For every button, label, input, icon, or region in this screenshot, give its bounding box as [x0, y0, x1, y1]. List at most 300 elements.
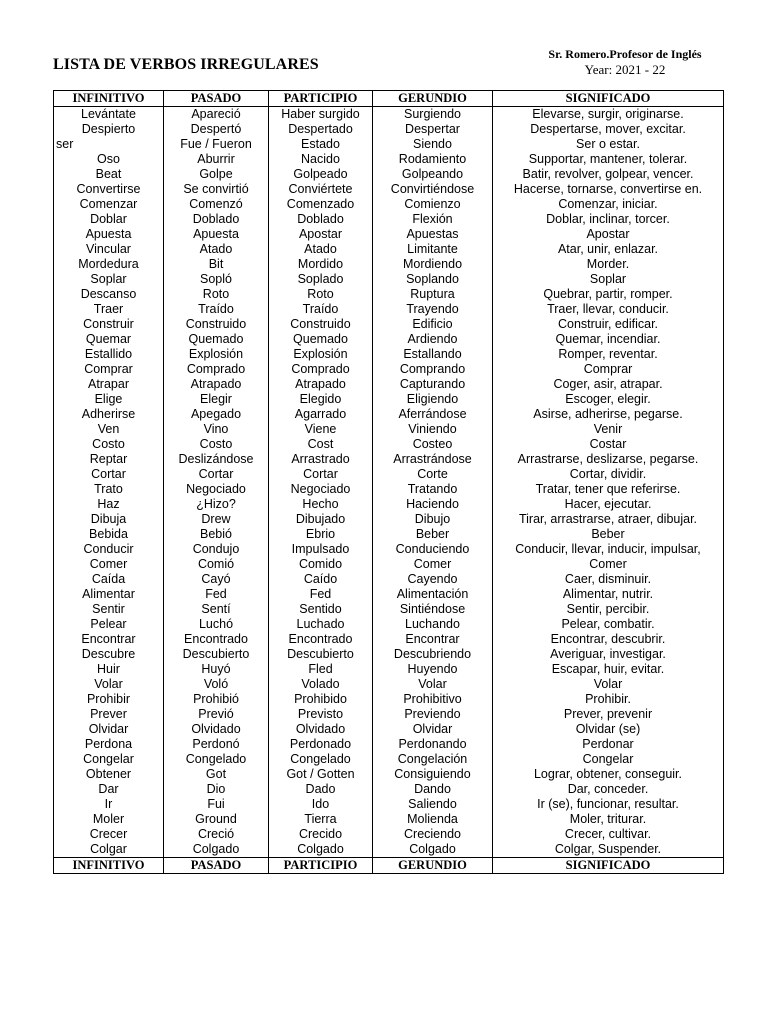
cell-pasado: Cortar	[164, 467, 269, 482]
cell-infinitivo: Prever	[54, 707, 164, 722]
cell-gerundio: Perdonando	[373, 737, 493, 752]
cell-infinitivo: Dibuja	[54, 512, 164, 527]
table-row	[54, 527, 724, 542]
cell-participio: Dibujado	[269, 512, 373, 527]
cell-gerundio: Ardiendo	[373, 332, 493, 347]
cell-gerundio: Soplando	[373, 272, 493, 287]
table-row	[54, 242, 724, 257]
footer-infinitivo: INFINITIVO	[54, 858, 164, 874]
cell-pasado: Fue / Fueron	[164, 137, 269, 152]
cell-significado: Volar	[493, 677, 724, 692]
cell-significado: Arrastrarse, deslizarse, pegarse.	[493, 452, 724, 467]
table-row	[54, 212, 724, 227]
cell-gerundio: Surgiendo	[373, 107, 493, 123]
table-row	[54, 647, 724, 662]
table-row	[54, 437, 724, 452]
cell-gerundio: Capturando	[373, 377, 493, 392]
cell-significado: Alimentar, nutrir.	[493, 587, 724, 602]
cell-significado: Venir	[493, 422, 724, 437]
table-row	[54, 752, 724, 767]
cell-participio: Tierra	[269, 812, 373, 827]
cell-gerundio: Saliendo	[373, 797, 493, 812]
table-row	[54, 107, 724, 123]
table-row	[54, 722, 724, 737]
header-infinitivo: INFINITIVO	[54, 91, 164, 107]
cell-pasado: Costo	[164, 437, 269, 452]
cell-gerundio: Corte	[373, 467, 493, 482]
cell-gerundio: Colgado	[373, 842, 493, 858]
cell-participio: Golpeado	[269, 167, 373, 182]
cell-pasado: Comenzó	[164, 197, 269, 212]
table-row	[54, 797, 724, 812]
cell-participio: Agarrado	[269, 407, 373, 422]
cell-gerundio: Convirtiéndose	[373, 182, 493, 197]
cell-significado: Elevarse, surgir, originarse.	[493, 107, 724, 123]
cell-participio: Nacido	[269, 152, 373, 167]
footer-participio: PARTICIPIO	[269, 858, 373, 874]
cell-gerundio: Molienda	[373, 812, 493, 827]
table-row	[54, 422, 724, 437]
cell-significado: Perdonar	[493, 737, 724, 752]
cell-pasado: Se convirtió	[164, 182, 269, 197]
cell-infinitivo: Vincular	[54, 242, 164, 257]
cell-infinitivo: Trato	[54, 482, 164, 497]
table-row	[54, 377, 724, 392]
cell-participio: Prohibido	[269, 692, 373, 707]
cell-infinitivo: Comer	[54, 557, 164, 572]
table-row	[54, 572, 724, 587]
cell-gerundio: Creciendo	[373, 827, 493, 842]
cell-significado: Caer, disminuir.	[493, 572, 724, 587]
cell-pasado: Prohibió	[164, 692, 269, 707]
cell-pasado: Voló	[164, 677, 269, 692]
cell-participio: Roto	[269, 287, 373, 302]
cell-infinitivo: Pelear	[54, 617, 164, 632]
cell-pasado: Explosión	[164, 347, 269, 362]
cell-pasado: Huyó	[164, 662, 269, 677]
cell-gerundio: Comprando	[373, 362, 493, 377]
cell-participio: Previsto	[269, 707, 373, 722]
cell-pasado: Construido	[164, 317, 269, 332]
cell-participio: Ebrio	[269, 527, 373, 542]
cell-gerundio: Alimentación	[373, 587, 493, 602]
cell-pasado: Creció	[164, 827, 269, 842]
cell-gerundio: Comienzo	[373, 197, 493, 212]
cell-participio: Estado	[269, 137, 373, 152]
author-line: Sr. Romero.Profesor de Inglés	[548, 47, 702, 61]
cell-significado: Traer, llevar, conducir.	[493, 302, 724, 317]
cell-infinitivo: Moler	[54, 812, 164, 827]
cell-infinitivo: Atrapar	[54, 377, 164, 392]
cell-infinitivo: Beat	[54, 167, 164, 182]
cell-gerundio: Dando	[373, 782, 493, 797]
cell-pasado: Sentí	[164, 602, 269, 617]
cell-significado: Ser o estar.	[493, 137, 724, 152]
cell-pasado: Fui	[164, 797, 269, 812]
cell-infinitivo: Apuesta	[54, 227, 164, 242]
cell-significado: Dar, conceder.	[493, 782, 724, 797]
cell-participio: Comido	[269, 557, 373, 572]
cell-pasado: Congelado	[164, 752, 269, 767]
cell-gerundio: Apuestas	[373, 227, 493, 242]
document-header	[520, 46, 730, 78]
cell-participio: Conviértete	[269, 182, 373, 197]
table-header-row	[54, 91, 724, 107]
cell-gerundio: Siendo	[373, 137, 493, 152]
cell-infinitivo: Olvidar	[54, 722, 164, 737]
cell-pasado: Apareció	[164, 107, 269, 123]
cell-infinitivo: Despierto	[54, 122, 164, 137]
table-row	[54, 287, 724, 302]
cell-participio: Cost	[269, 437, 373, 452]
table-row	[54, 557, 724, 572]
table-row	[54, 482, 724, 497]
cell-significado: Tirar, arrastrarse, atraer, dibujar.	[493, 512, 724, 527]
table-row	[54, 227, 724, 242]
cell-participio: Atado	[269, 242, 373, 257]
cell-participio: Construido	[269, 317, 373, 332]
cell-pasado: Traído	[164, 302, 269, 317]
cell-participio: Perdonado	[269, 737, 373, 752]
cell-gerundio: Edificio	[373, 317, 493, 332]
cell-participio: Descubierto	[269, 647, 373, 662]
table-row	[54, 497, 724, 512]
cell-infinitivo: Huir	[54, 662, 164, 677]
cell-pasado: Apuesta	[164, 227, 269, 242]
cell-pasado: Aburrir	[164, 152, 269, 167]
cell-infinitivo: Bebida	[54, 527, 164, 542]
table-row	[54, 602, 724, 617]
table-row	[54, 512, 724, 527]
cell-significado: Olvidar (se)	[493, 722, 724, 737]
table-footer-row	[54, 858, 724, 874]
cell-gerundio: Comer	[373, 557, 493, 572]
cell-significado: Beber	[493, 527, 724, 542]
cell-participio: Elegido	[269, 392, 373, 407]
cell-gerundio: Limitante	[373, 242, 493, 257]
cell-pasado: Doblado	[164, 212, 269, 227]
cell-infinitivo: Descanso	[54, 287, 164, 302]
cell-pasado: Luchó	[164, 617, 269, 632]
cell-participio: Got / Gotten	[269, 767, 373, 782]
cell-gerundio: Sintiéndose	[373, 602, 493, 617]
cell-infinitivo: ser	[54, 137, 164, 152]
cell-gerundio: Mordiendo	[373, 257, 493, 272]
cell-pasado: Ground	[164, 812, 269, 827]
cell-infinitivo: Ven	[54, 422, 164, 437]
cell-infinitivo: Ir	[54, 797, 164, 812]
cell-gerundio: Prohibitivo	[373, 692, 493, 707]
cell-infinitivo: Convertirse	[54, 182, 164, 197]
cell-significado: Lograr, obtener, conseguir.	[493, 767, 724, 782]
cell-participio: Caído	[269, 572, 373, 587]
cell-infinitivo: Elige	[54, 392, 164, 407]
cell-significado: Costar	[493, 437, 724, 452]
cell-gerundio: Congelación	[373, 752, 493, 767]
table-row	[54, 452, 724, 467]
cell-pasado: Perdonó	[164, 737, 269, 752]
cell-infinitivo: Caída	[54, 572, 164, 587]
cell-significado: Romper, reventar.	[493, 347, 724, 362]
cell-gerundio: Trayendo	[373, 302, 493, 317]
cell-participio: Ido	[269, 797, 373, 812]
cell-gerundio: Huyendo	[373, 662, 493, 677]
cell-significado: Ir (se), funcionar, resultar.	[493, 797, 724, 812]
table-row	[54, 302, 724, 317]
cell-participio: Arrastrado	[269, 452, 373, 467]
cell-pasado: Drew	[164, 512, 269, 527]
cell-gerundio: Eligiendo	[373, 392, 493, 407]
cell-gerundio: Beber	[373, 527, 493, 542]
table-row	[54, 677, 724, 692]
cell-significado: Cortar, dividir.	[493, 467, 724, 482]
table-row	[54, 587, 724, 602]
cell-significado: Despertarse, mover, excitar.	[493, 122, 724, 137]
header-significado: SIGNIFICADO	[493, 91, 724, 107]
cell-gerundio: Olvidar	[373, 722, 493, 737]
cell-infinitivo: Congelar	[54, 752, 164, 767]
cell-gerundio: Tratando	[373, 482, 493, 497]
table-row	[54, 692, 724, 707]
cell-participio: Comprado	[269, 362, 373, 377]
cell-participio: Haber surgido	[269, 107, 373, 123]
table-row	[54, 662, 724, 677]
header-gerundio: GERUNDIO	[373, 91, 493, 107]
cell-infinitivo: Levántate	[54, 107, 164, 123]
cell-pasado: Vino	[164, 422, 269, 437]
cell-pasado: Elegir	[164, 392, 269, 407]
cell-participio: Luchado	[269, 617, 373, 632]
cell-significado: Hacer, ejecutar.	[493, 497, 724, 512]
footer-gerundio: GERUNDIO	[373, 858, 493, 874]
cell-pasado: Atado	[164, 242, 269, 257]
cell-significado: Escoger, elegir.	[493, 392, 724, 407]
cell-infinitivo: Adherirse	[54, 407, 164, 422]
cell-pasado: Comió	[164, 557, 269, 572]
cell-pasado: Quemado	[164, 332, 269, 347]
cell-participio: Negociado	[269, 482, 373, 497]
table-row	[54, 737, 724, 752]
cell-pasado: Encontrado	[164, 632, 269, 647]
cell-gerundio: Estallando	[373, 347, 493, 362]
cell-pasado: Colgado	[164, 842, 269, 858]
table-row	[54, 467, 724, 482]
cell-infinitivo: Encontrar	[54, 632, 164, 647]
cell-gerundio: Luchando	[373, 617, 493, 632]
cell-pasado: Cayó	[164, 572, 269, 587]
table-row	[54, 827, 724, 842]
cell-participio: Viene	[269, 422, 373, 437]
cell-infinitivo: Descubre	[54, 647, 164, 662]
cell-infinitivo: Costo	[54, 437, 164, 452]
cell-infinitivo: Oso	[54, 152, 164, 167]
cell-significado: Comenzar, iniciar.	[493, 197, 724, 212]
cell-infinitivo: Dar	[54, 782, 164, 797]
table-row	[54, 152, 724, 167]
cell-gerundio: Despertar	[373, 122, 493, 137]
cell-pasado: ¿Hizo?	[164, 497, 269, 512]
cell-pasado: Descubierto	[164, 647, 269, 662]
cell-significado: Pelear, combatir.	[493, 617, 724, 632]
cell-infinitivo: Cortar	[54, 467, 164, 482]
cell-gerundio: Aferrándose	[373, 407, 493, 422]
table-row	[54, 197, 724, 212]
cell-participio: Atrapado	[269, 377, 373, 392]
cell-gerundio: Rodamiento	[373, 152, 493, 167]
cell-gerundio: Flexión	[373, 212, 493, 227]
table-row	[54, 392, 724, 407]
cell-gerundio: Viniendo	[373, 422, 493, 437]
cell-gerundio: Consiguiendo	[373, 767, 493, 782]
cell-participio: Cortar	[269, 467, 373, 482]
cell-infinitivo: Crecer	[54, 827, 164, 842]
header-pasado: PASADO	[164, 91, 269, 107]
table-row	[54, 122, 724, 137]
cell-gerundio: Conduciendo	[373, 542, 493, 557]
cell-significado: Conducir, llevar, inducir, impulsar,	[493, 542, 724, 557]
cell-significado: Quemar, incendiar.	[493, 332, 724, 347]
header-participio: PARTICIPIO	[269, 91, 373, 107]
table-row	[54, 407, 724, 422]
cell-infinitivo: Estallido	[54, 347, 164, 362]
year-line: Year: 2021 - 22	[584, 62, 666, 77]
cell-gerundio: Arrastrándose	[373, 452, 493, 467]
cell-significado: Quebrar, partir, romper.	[493, 287, 724, 302]
cell-significado: Encontrar, descubrir.	[493, 632, 724, 647]
cell-pasado: Deslizándose	[164, 452, 269, 467]
cell-infinitivo: Haz	[54, 497, 164, 512]
cell-gerundio: Encontrar	[373, 632, 493, 647]
cell-significado: Sentir, percibir.	[493, 602, 724, 617]
cell-pasado: Dio	[164, 782, 269, 797]
cell-pasado: Atrapado	[164, 377, 269, 392]
cell-significado: Comer	[493, 557, 724, 572]
table-row	[54, 167, 724, 182]
cell-pasado: Fed	[164, 587, 269, 602]
cell-significado: Atar, unir, enlazar.	[493, 242, 724, 257]
cell-significado: Escapar, huir, evitar.	[493, 662, 724, 677]
cell-significado: Soplar	[493, 272, 724, 287]
cell-participio: Explosión	[269, 347, 373, 362]
cell-significado: Construir, edificar.	[493, 317, 724, 332]
cell-participio: Traído	[269, 302, 373, 317]
cell-gerundio: Haciendo	[373, 497, 493, 512]
cell-significado: Supportar, mantener, tolerar.	[493, 152, 724, 167]
cell-gerundio: Cayendo	[373, 572, 493, 587]
table-row	[54, 707, 724, 722]
table-row	[54, 257, 724, 272]
cell-significado: Apostar	[493, 227, 724, 242]
cell-infinitivo: Quemar	[54, 332, 164, 347]
cell-pasado: Comprado	[164, 362, 269, 377]
cell-significado: Asirse, adherirse, pegarse.	[493, 407, 724, 422]
table-row	[54, 272, 724, 287]
cell-participio: Congelado	[269, 752, 373, 767]
cell-participio: Soplado	[269, 272, 373, 287]
cell-participio: Comenzado	[269, 197, 373, 212]
cell-infinitivo: Prohibir	[54, 692, 164, 707]
cell-infinitivo: Alimentar	[54, 587, 164, 602]
table-row	[54, 182, 724, 197]
cell-significado: Hacerse, tornarse, convertirse en.	[493, 182, 724, 197]
document-title: LISTA DE VERBOS IRREGULARES	[53, 56, 319, 73]
table-row	[54, 842, 724, 858]
cell-participio: Olvidado	[269, 722, 373, 737]
cell-infinitivo: Traer	[54, 302, 164, 317]
cell-significado: Crecer, cultivar.	[493, 827, 724, 842]
table-row	[54, 632, 724, 647]
cell-infinitivo: Obtener	[54, 767, 164, 782]
cell-significado: Congelar	[493, 752, 724, 767]
cell-significado: Comprar	[493, 362, 724, 377]
cell-pasado: Olvidado	[164, 722, 269, 737]
cell-pasado: Despertó	[164, 122, 269, 137]
cell-participio: Sentido	[269, 602, 373, 617]
cell-participio: Apostar	[269, 227, 373, 242]
table-row	[54, 812, 724, 827]
cell-gerundio: Volar	[373, 677, 493, 692]
cell-pasado: Bebió	[164, 527, 269, 542]
cell-participio: Impulsado	[269, 542, 373, 557]
cell-significado: Colgar, Suspender.	[493, 842, 724, 858]
cell-significado: Moler, triturar.	[493, 812, 724, 827]
cell-gerundio: Golpeando	[373, 167, 493, 182]
cell-pasado: Bit	[164, 257, 269, 272]
cell-significado: Prohibir.	[493, 692, 724, 707]
cell-significado: Batir, revolver, golpear, vencer.	[493, 167, 724, 182]
cell-pasado: Previó	[164, 707, 269, 722]
cell-pasado: Sopló	[164, 272, 269, 287]
cell-participio: Despertado	[269, 122, 373, 137]
cell-gerundio: Ruptura	[373, 287, 493, 302]
cell-infinitivo: Conducir	[54, 542, 164, 557]
table-row	[54, 767, 724, 782]
cell-pasado: Condujo	[164, 542, 269, 557]
cell-participio: Volado	[269, 677, 373, 692]
cell-participio: Quemado	[269, 332, 373, 347]
table-row	[54, 362, 724, 377]
cell-participio: Colgado	[269, 842, 373, 858]
cell-gerundio: Previendo	[373, 707, 493, 722]
cell-gerundio: Dibujo	[373, 512, 493, 527]
cell-infinitivo: Mordedura	[54, 257, 164, 272]
cell-pasado: Negociado	[164, 482, 269, 497]
cell-infinitivo: Sentir	[54, 602, 164, 617]
cell-infinitivo: Volar	[54, 677, 164, 692]
cell-significado: Doblar, inclinar, torcer.	[493, 212, 724, 227]
cell-significado: Averiguar, investigar.	[493, 647, 724, 662]
cell-participio: Mordido	[269, 257, 373, 272]
cell-infinitivo: Soplar	[54, 272, 164, 287]
footer-significado: SIGNIFICADO	[493, 858, 724, 874]
cell-significado: Prever, prevenir	[493, 707, 724, 722]
cell-gerundio: Descubriendo	[373, 647, 493, 662]
cell-participio: Crecido	[269, 827, 373, 842]
cell-infinitivo: Colgar	[54, 842, 164, 858]
cell-participio: Fled	[269, 662, 373, 677]
cell-participio: Hecho	[269, 497, 373, 512]
table-row	[54, 137, 724, 152]
table-row	[54, 782, 724, 797]
irregular-verbs-table	[53, 90, 724, 874]
cell-gerundio: Costeo	[373, 437, 493, 452]
table-row	[54, 317, 724, 332]
table-row	[54, 617, 724, 632]
cell-infinitivo: Comprar	[54, 362, 164, 377]
cell-infinitivo: Doblar	[54, 212, 164, 227]
cell-participio: Encontrado	[269, 632, 373, 647]
cell-infinitivo: Construir	[54, 317, 164, 332]
